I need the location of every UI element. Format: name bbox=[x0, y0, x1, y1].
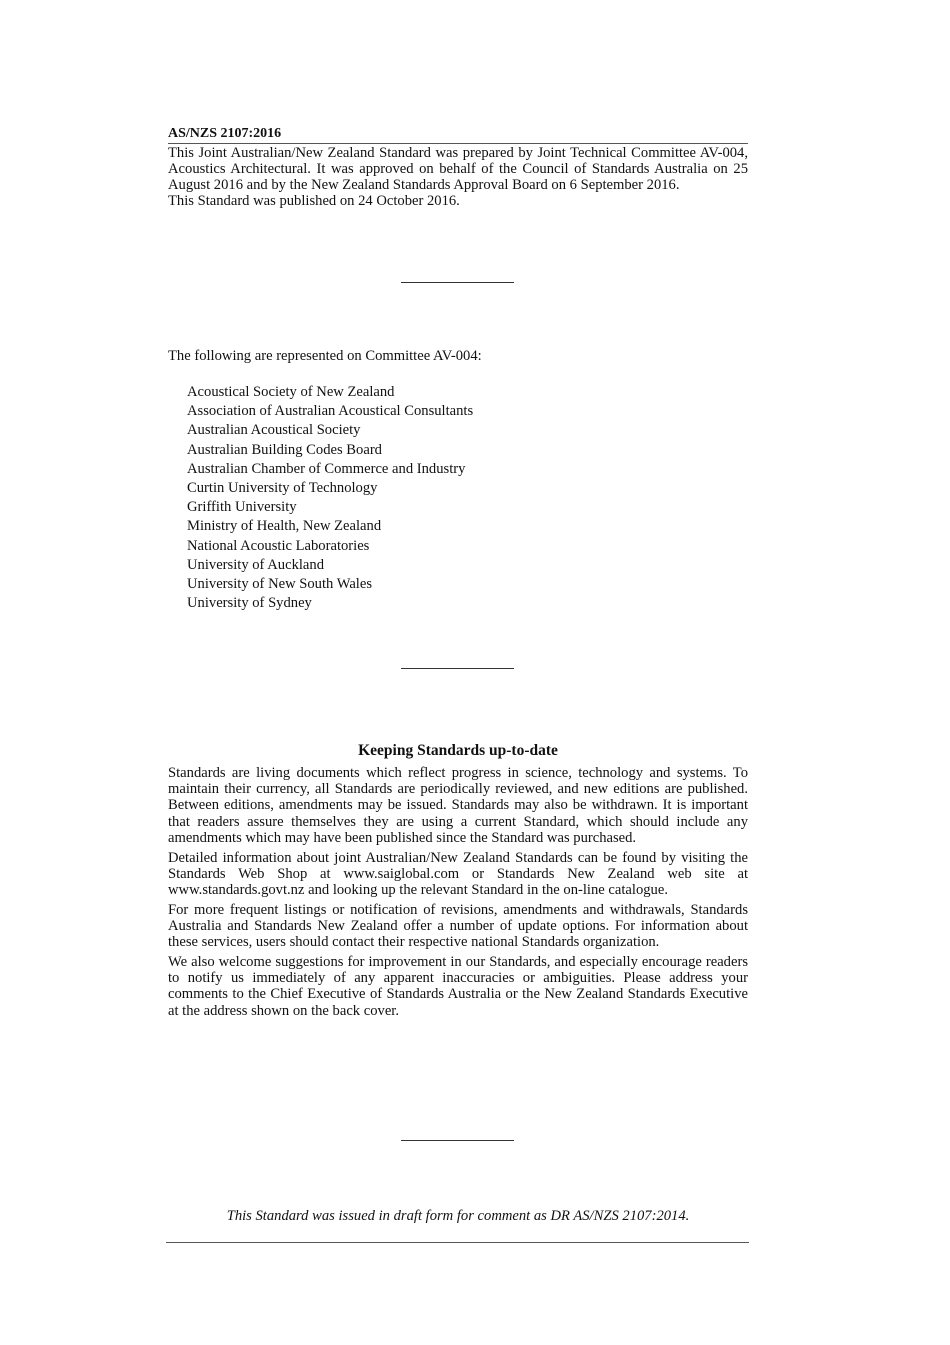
draft-note: This Standard was issued in draft form for comment as DR AS/NZS 2107:2014. bbox=[226, 1208, 690, 1224]
committee-member: University of New South Wales bbox=[187, 575, 373, 592]
committee-member: Acoustical Society of New Zealand bbox=[187, 384, 395, 400]
committee-member: University of Auckland bbox=[187, 556, 324, 573]
paragraph: For more frequent listings or notification of revisions, amendments and withdrawals, Standards Australia and Standards New Zealand offer a number of update options. For information about these services, users should contact their respective national Standards organization. bbox=[168, 901, 748, 951]
section-separator bbox=[401, 668, 514, 669]
committee-members-list bbox=[187, 383, 473, 613]
committee-member: National Acoustic Laboratories bbox=[187, 537, 370, 554]
committee-member: Australian Building Codes Board bbox=[187, 441, 382, 458]
paragraph: Standards are living documents which reflect progress in science, technology and systems. To maintain their currency, all Standards are periodically reviewed, and new editions are published. Between editions, amendments may be issued. Standards may also be withdrawn. It is important that readers assure themselves they are using a current Standard, which should include any amendments which may have been published since the Standard was purchased. bbox=[168, 765, 748, 846]
footer-rule bbox=[166, 1242, 749, 1243]
section-heading: Keeping Standards up-to-date bbox=[358, 742, 558, 759]
section-separator bbox=[401, 282, 514, 283]
published-text: This Standard was published on 24 October 2016. bbox=[168, 193, 460, 209]
committee-intro: The following are represented on Committee AV-004: bbox=[168, 348, 482, 364]
committee-member: Australian Acoustical Society bbox=[187, 422, 361, 439]
committee-member: Curtin University of Technology bbox=[187, 479, 378, 496]
committee-member: Griffith University bbox=[187, 499, 297, 516]
header-rule bbox=[168, 143, 748, 144]
committee-member: Ministry of Health, New Zealand bbox=[187, 518, 382, 535]
paragraph: Detailed information about joint Australian/New Zealand Standards can be found by visiting the Standards Web Shop at www.saiglobal.com or Standards New Zealand web site at www.standards.govt.nz and looking up the relevant Standard in the on-line catalogue. bbox=[168, 849, 748, 899]
committee-member: University of Sydney bbox=[187, 595, 312, 612]
standard-code: AS/NZS 2107:2016 bbox=[168, 126, 282, 141]
preparation-statement bbox=[168, 145, 748, 209]
committee-member: Association of Australian Acoustical Consultants bbox=[187, 403, 474, 420]
section-body bbox=[168, 765, 748, 1022]
committee-member: Australian Chamber of Commerce and Industry bbox=[187, 460, 466, 477]
paragraph: We also welcome suggestions for improvement in our Standards, and especially encourage readers to notify us immediately of any apparent inaccuracies or ambiguities. Please address your comments to the Chief Executive of Standards Australia or the New Zealand Standards Executive at the address shown on the back cover. bbox=[168, 954, 748, 1019]
prepared-text: This Joint Australian/New Zealand Standard was prepared by Joint Technical Committee AV-004, Acoustics Architectural. It was approved on behalf of the Council of Standards Australia on 25 August 2016 and by the New Zealand Standards Approval Board on 6 September 2016. bbox=[168, 145, 748, 193]
section-separator bbox=[401, 1140, 514, 1141]
